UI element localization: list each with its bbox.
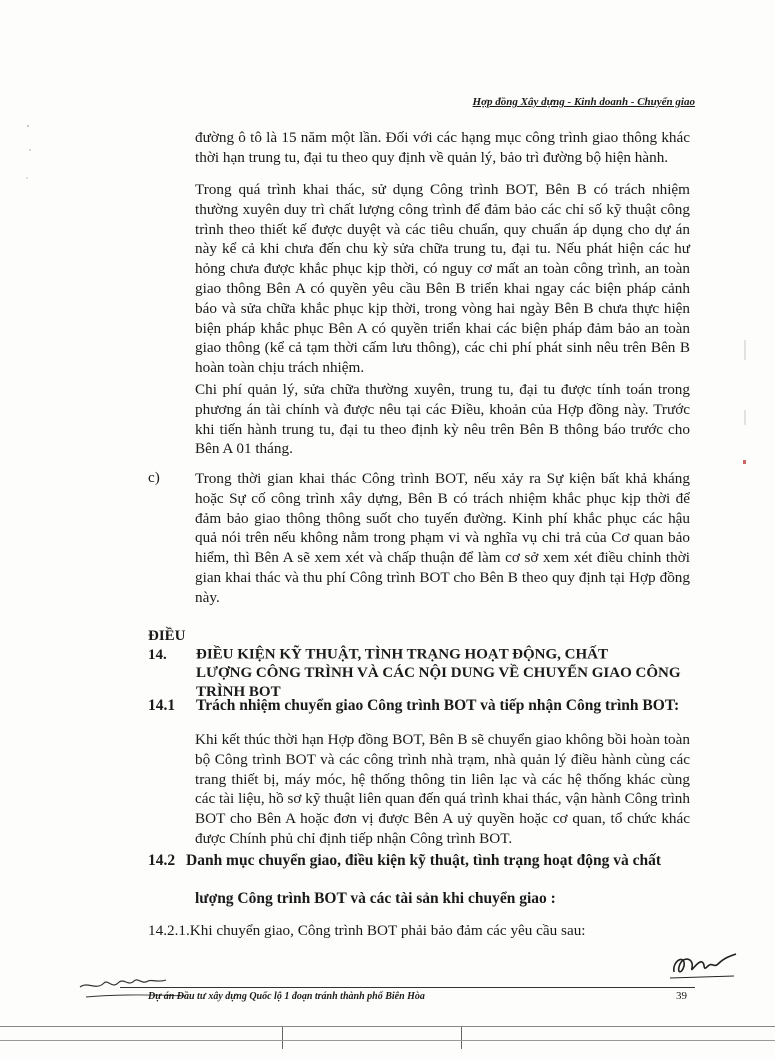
section-14-1-number: 14.1 [148, 697, 176, 714]
article-title-rest: LƯỢNG CÔNG TRÌNH VÀ CÁC NỘI DUNG VỀ CHUYỂN GIAO CÔNG TRÌNH BOT [196, 665, 681, 700]
paragraph-3: Chi phí quản lý, sửa chữa thường xuyên, trung tu, đại tu được tính toán trong phương án tài chính và được nêu tại các Điều, khoản của Hợp đồng này. Trước khi tiến hành trung tu, đại tu theo định kỳ nêu trên Bên B thông báo trước cho Bên A 01 tháng. [195, 381, 690, 458]
section-14-1-heading [148, 697, 679, 715]
paragraph-14-1: Khi kết thúc thời hạn Hợp đồng BOT, Bên B sẽ chuyển giao không bồi hoàn toàn bộ Công trình BOT và các công trình nhà trạm, nhà quản lý điều hành cùng các trang thiết bị, máy móc, hệ thống thông tin liên lạc và các hệ thống khác cùng các tài liệu, hồ sơ kỹ thuật liên quan đến quá trình khai thác, vận hành Công trình BOT cho Bên A hoặc đơn vị được Bên A uỷ quyền hoặc cơ quan, tổ chức khác được Chính phủ chỉ định tiếp nhận Công trình BOT. [195, 731, 690, 847]
paragraph-14-2-1: 14.2.1.Khi chuyển giao, Công trình BOT phải bảo đảm các yêu cầu sau: [148, 922, 586, 939]
article-title-line-1: ĐIỀU KIỆN KỸ THUẬT, TÌNH TRẠNG HOẠT ĐỘNG, CHẤT [196, 646, 609, 663]
scan-speck-marks [24, 120, 34, 200]
initials-signature-right-icon [668, 948, 740, 982]
running-header: Hợp đồng Xây dựng - Kinh doanh - Chuyển giao [472, 96, 695, 108]
section-14-2-heading [148, 852, 661, 870]
section-14-2-title-line-2: lượng Công trình BOT và các tài sản khi chuyển giao : [195, 890, 556, 907]
section-14-1-title: Trách nhiệm chuyển giao Công trình BOT và tiếp nhận Công trình BOT: [196, 697, 680, 714]
page-number: 39 [676, 990, 687, 1002]
scan-binding-box [282, 1027, 462, 1049]
section-14-2-title-line-1: Danh mục chuyển giao, điều kiện kỹ thuật, tình trạng hoạt động và chất [186, 852, 661, 869]
scan-bottom-edge-2 [0, 1040, 775, 1041]
footer-rule [120, 987, 695, 988]
section-14-2-number: 14.2 [148, 852, 176, 869]
paragraph-2: Trong quá trình khai thác, sử dụng Công trình BOT, Bên B có trách nhiệm thường xuyên duy trì chất lượng công trình để đảm bảo các chỉ số kỹ thuật công trình theo thiết kế được duyệt và các tiêu chuẩn, quy chuẩn áp dụng cho dự án này kể cả khi chưa đến chu kỳ sửa chữa trung tu, đại tu. Nếu phát hiện các hư hỏng chưa được khắc phục kịp thời, có nguy cơ mất an toàn công trình, an toàn giao thông Bên A có quyền yêu cầu Bên B triển khai ngay các biện pháp cảnh báo và sửa chữa khắc phục kịp thời, trong vòng hai ngày Bên B chưa thực hiện biện pháp khắc phục Bên A có quyền triển khai các biện pháp đảm bảo an toàn giao thông (kể cả tạm thời cấm lưu thông), các chi phí phát sinh nêu trên Bên B hoàn toàn chịu trách nhiệm. [195, 181, 690, 377]
scan-edge-marks [740, 330, 750, 480]
item-c-text: Trong thời gian khai thác Công trình BOT, nếu xảy ra Sự kiện bất khả kháng hoặc Sự cố công trình xây dựng, Bên B có trách nhiệm khắc phục kịp thời để đảm bảo giao thông thông suốt cho tuyến đường. Kinh phí khắc phục các hậu quả nói trên nếu không nằm trong phạm vi và nghĩa vụ chi trả của Cơ quan bảo hiểm, thì Bên A sẽ xem xét và chấp thuận để làm cơ sở xem xét điều chỉnh thời gian khai thác và thu phí Công trình BOT cho Bên B theo quy định tại Hợp đồng này. [195, 470, 690, 606]
paragraph-1: đường ô tô là 15 năm một lần. Đối với các hạng mục công trình giao thông khác thời hạn trung tu, đại tu theo quy định về quản lý, bảo trì đường bộ hiện hành. [195, 129, 690, 166]
footer-project-name: Dự án Đầu tư xây dựng Quốc lộ 1 đoạn tránh thành phố Biên Hòa [148, 991, 425, 1002]
article-number: ĐIỀU 14. [148, 628, 186, 663]
article-14-heading [148, 627, 693, 701]
item-c-label: c) [148, 469, 160, 486]
